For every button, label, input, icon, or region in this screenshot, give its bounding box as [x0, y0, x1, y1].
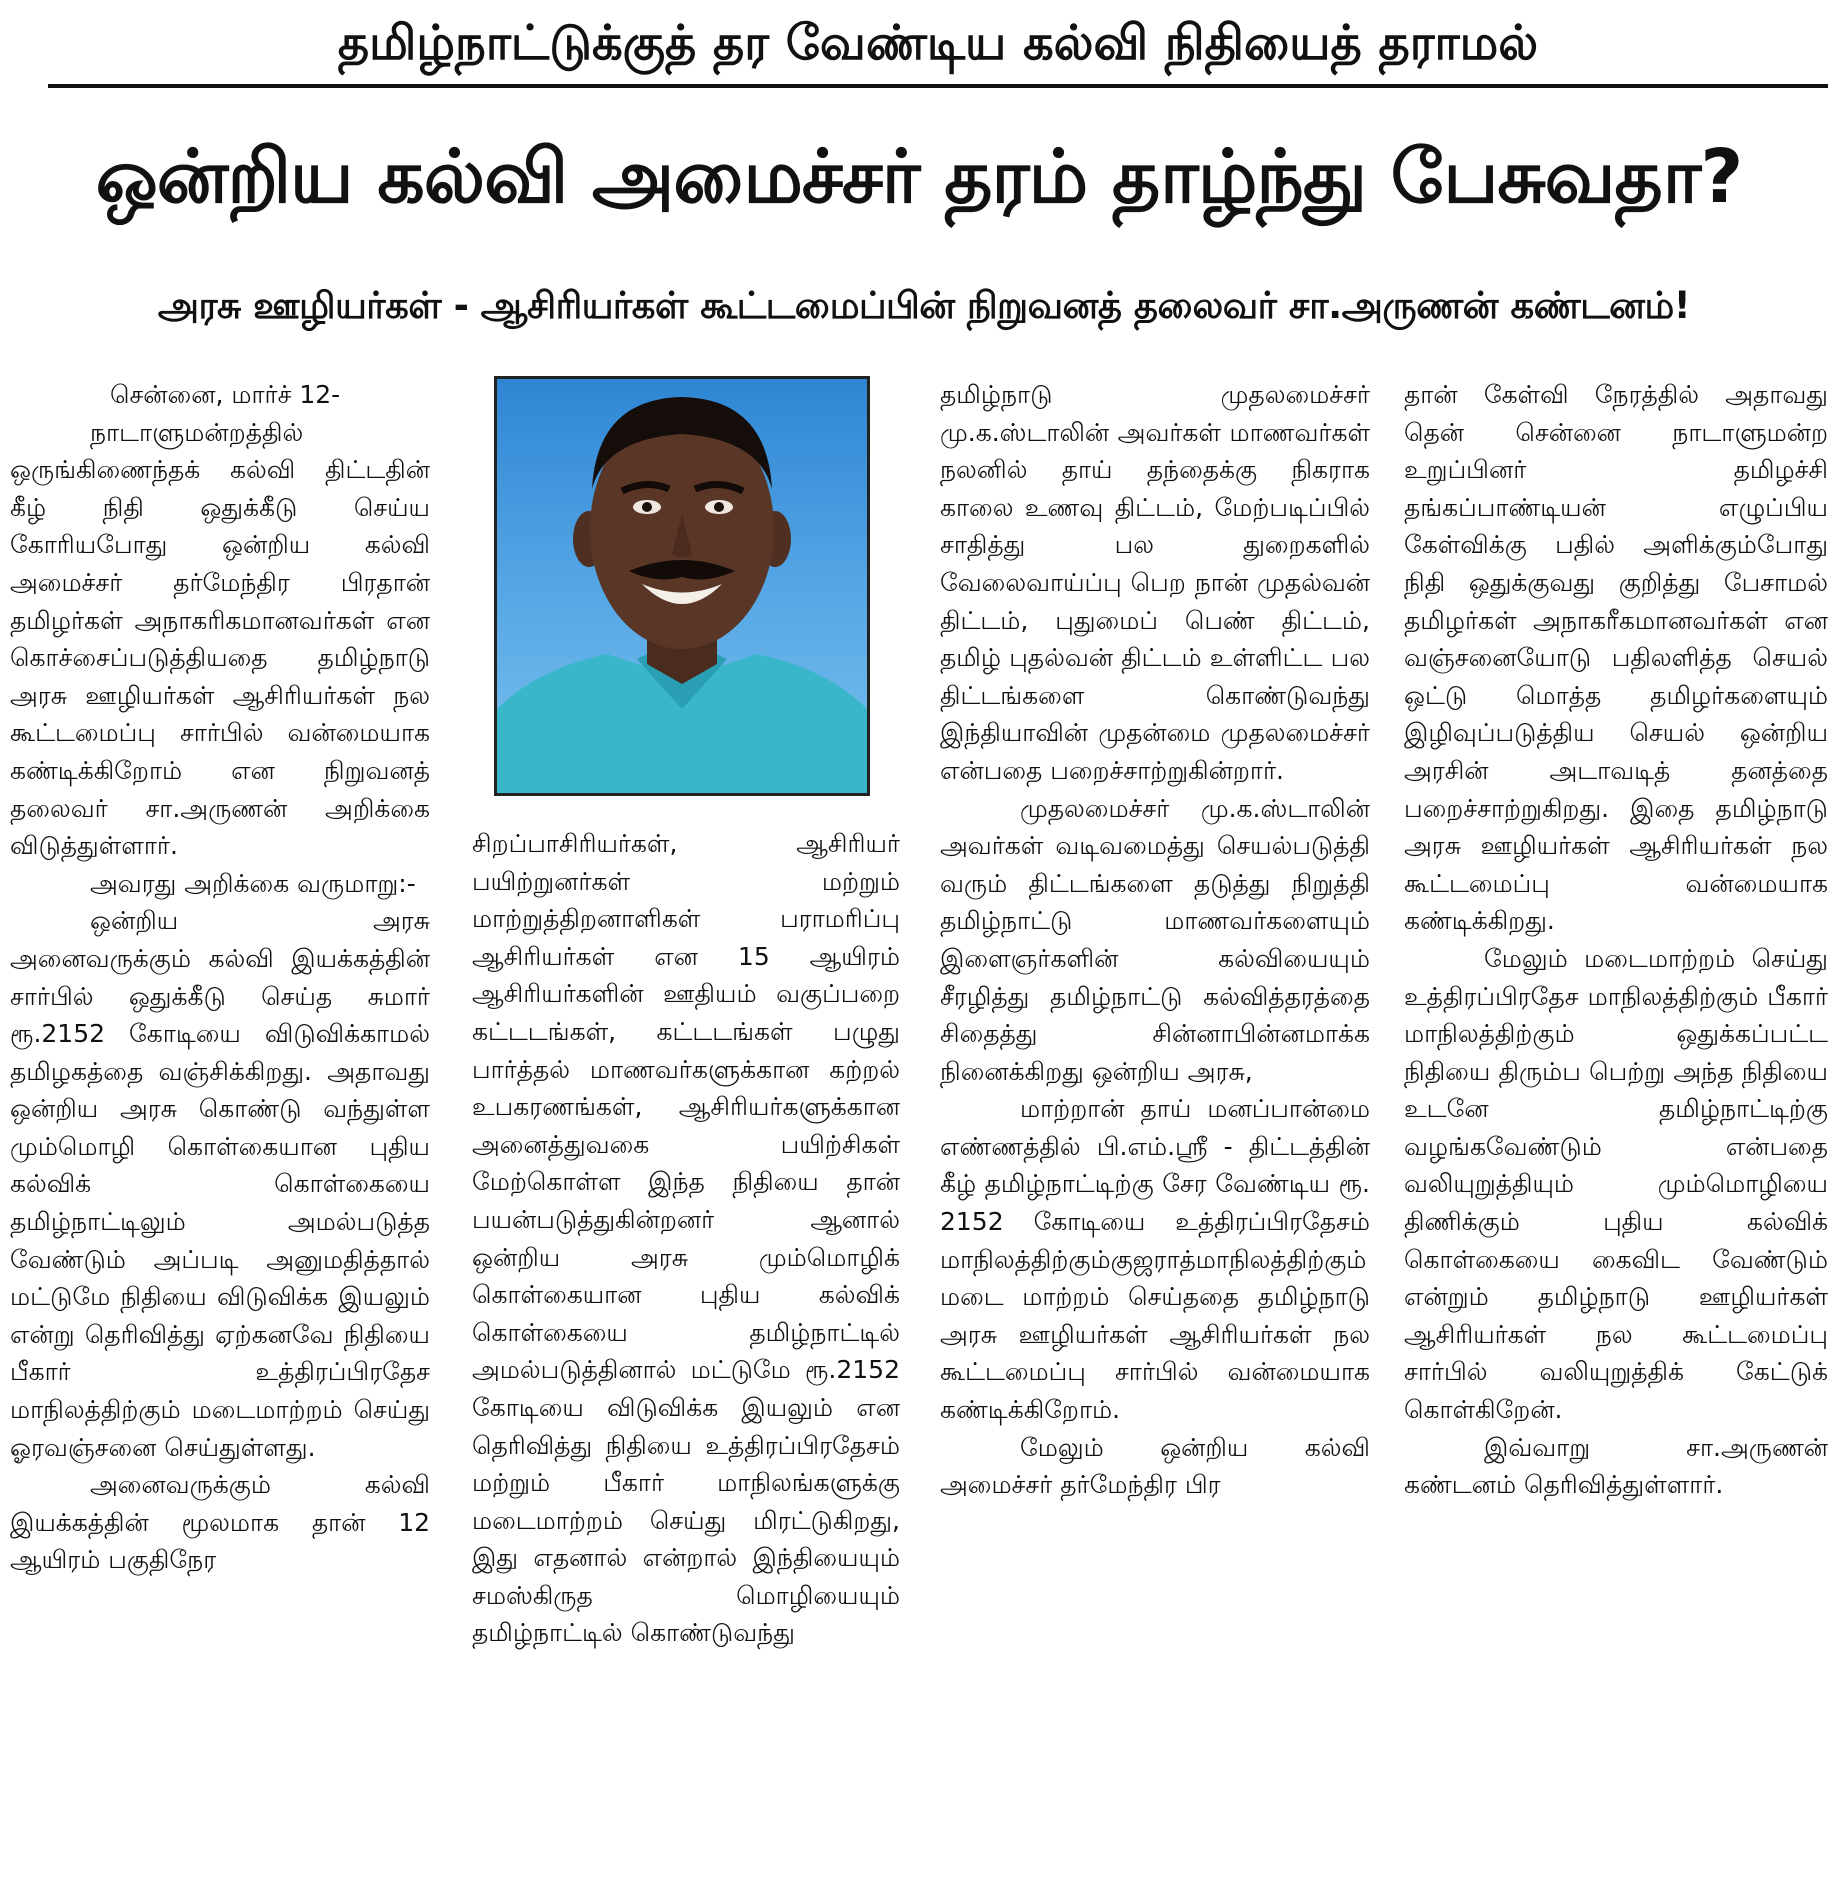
- paragraph: தான் கேள்வி நேரத்தில் அதாவது தென் சென்னை நாடாளுமன்ற உறுப்பினர் தமிழச்சி தங்கப்பாண்டியன் எழுப்பிய கேள்விக்கு பதில் அளிக்கும்போது நிதி ஒதுக்குவது குறித்து பேசாமல் தமிழர்கள் அநாகரீகமானவர்கள் என வஞ்சனையோடு பதிலளித்த செயல் ஒட்டு மொத்த தமிழர்களையும் இழிவுப்படுத்திய செயல் ஒன்றிய அரசின் அடாவடித் தனத்தை பறைச்சாற்றுகிறது. இதை தமிழ்நாடு அரசு ஊழியர்கள் ஆசிரியர்கள் நல கூட்டமைப்பு வன்மையாக கண்டிக்கிறது.: [1404, 380, 1828, 936]
- paragraph: சிறப்பாசிரியர்கள், ஆசிரியர் பயிற்றுனர்கள் மற்றும் மாற்றுத்திறனாளிகள் பராமரிப்பு ஆசிரியர்கள் என 15 ஆயிரம் ஆசிரியர்களின் ஊதியம் வகுப்பறை கட்டடங்கள், கட்டடங்கள் பழுது பார்த்தல் மாணவர்களுக்கான கற்றல் உபகரணங்கள், ஆசிரியர்களுக்கான அனைத்துவகை பயிற்சிகள் மேற்கொள்ள இந்த நிதியை தான் பயன்படுத்துகின்றனர் ஆனால் ஒன்றிய அரசு மும்மொழிக் கொள்கையான புதிய கல்விக் கொள்கையை தமிழ்நாட்டில் அமல்படுத்தினால் மட்டுமே ரூ.2152 கோடியை விடுவிக்க இயலும் என தெரிவித்து நிதியை உத்திரப்பிரதேசம் மற்றும் பீகார் மாநிலங்களுக்கு மடைமாற்றம் செய்து மிரட்டுகிறது, இது எதனால் என்றால் இந்தியையும் சமஸ்கிருத மொழியையும் தமிழ்நாட்டில் கொண்டுவந்து: [472, 829, 900, 1648]
- paragraph: இவ்வாறு சா.அருணன் கண்டனம் தெரிவித்துள்ளார்.: [1404, 1432, 1828, 1500]
- main-headline: ஒன்றிய கல்வி அமைச்சர் தரம் தாழ்ந்து பேசுவதா?: [95, 134, 1743, 220]
- paragraph: அனைவருக்கும் கல்வி இயக்கத்தின் மூலமாக தான் 12 ஆயிரம் பகுதிநேர: [10, 1470, 430, 1575]
- paragraph: மாற்றான் தாய் மனப்பான்மை எண்ணத்தில் பி.எம்.ஸ்ரீ - திட்டத்தின் கீழ் தமிழ்நாட்டிற்கு சேர வேண்டிய ரூ. 2152 கோடியை உத்திரப்பிரதேசம் மாநிலத்திற்கும்குஜராத்மாநிலத்திற்கும் மடை மாற்றம் செய்ததை தமிழ்நாடு அரசு ஊழியர்கள் ஆசிரியர்கள் நல கூட்டமைப்பு சார்பில் வன்மையாக கண்டிக்கிறோம்.: [940, 1094, 1370, 1425]
- portrait-illustration: [497, 379, 867, 793]
- paragraph: ஒன்றிய அரசு அனைவருக்கும் கல்வி இயக்கத்தின் சார்பில் ஒதுக்கீடு செய்த சுமார் ரூ.2152 கோடியை விடுவிக்காமல் தமிழகத்தை வஞ்சிக்கிறது. அதாவது ஒன்றிய அரசு கொண்டு வந்துள்ள மும்மொழி கொள்கையான புதிய கல்விக் கொள்கையை தமிழ்நாட்டிலும் அமல்படுத்த வேண்டும் அப்படி அனுமதித்தால் மட்டுமே நிதியை விடுவிக்க இயலும் என்று தெரிவித்து ஏற்கனவே நிதியை பீகார் உத்திரப்பிரதேச மாநிலத்திற்கும் மடைமாற்றம் செய்து ஓரவஞ்சனை செய்துள்ளது.: [10, 906, 430, 1462]
- paragraph: முதலமைச்சர் மு.க.ஸ்டாலின் அவர்கள் வடிவமைத்து செயல்படுத்தி வரும் திட்டங்களை தடுத்து நிறுத்தி தமிழ்நாட்டு மாணவர்களையும் இளைஞர்களின் கல்வியையும் சீரழித்து தமிழ்நாட்டு கல்வித்தரத்தை சிதைத்து சின்னாபின்னமாக்க நினைக்கிறது ஒன்றிய அரசு,: [940, 793, 1370, 1086]
- paragraph: மேலும் ஒன்றிய கல்வி அமைச்சர் தர்மேந்திர பிர: [940, 1432, 1370, 1500]
- paragraph: தமிழ்நாடு முதலமைச்சர் மு.க.ஸ்டாலின் அவர்கள் மாணவர்கள் நலனில் தாய் தந்தைக்கு நிகராக காலை உணவு திட்டம், மேற்படிப்பில் சாதித்து பல துறைகளில் வேலைவாய்ப்பு பெற நான் முதல்வன் திட்டம், புதுமைப் பெண் திட்டம், தமிழ் புதல்வன் திட்டம் உள்ளிட்ட பல திட்டங்களை கொண்டுவந்து இந்தியாவின் முதன்மை முதலமைச்சர் என்பதை பறைச்சாற்றுகின்றார்.: [940, 380, 1370, 785]
- sub-headline: அரசு ஊழியர்கள் - ஆசிரியர்கள் கூட்டமைப்பின் நிறுவனத் தலைவர் சா.அருணன் கண்டனம்!: [157, 284, 1691, 327]
- article-column-4: [1404, 376, 1828, 1890]
- kicker-underline: [48, 84, 1828, 88]
- dateline: சென்னை, மார்ச் 12-: [110, 380, 341, 409]
- kicker-headline: தமிழ்நாட்டுக்குத் தர வேண்டிய கல்வி நிதியைத் தராமல்: [337, 15, 1539, 71]
- paragraph: அவரது அறிக்கை வருமாறு:-: [90, 868, 416, 898]
- article-column-3: [940, 376, 1370, 1890]
- article-column-1: [10, 376, 430, 1890]
- article-column-2: [472, 825, 900, 1890]
- portrait-photo: [494, 376, 870, 796]
- paragraph: மேலும் மடைமாற்றம் செய்து உத்திரப்பிரதேச மாநிலத்திற்கும் பீகார் மாநிலத்திற்கும் ஒதுக்கப்பட்ட நிதியை திரும்ப பெற்று அந்த நிதியை உடனே தமிழ்நாட்டிற்கு வழங்கவேண்டும் என்பதை வலியுறுத்தியும் மும்மொழியை திணிக்கும் புதிய கல்விக் கொள்கையை கைவிட வேண்டும் என்றும் தமிழ்நாடு ஊழியர்கள் ஆசிரியர்கள் நல கூட்டமைப்பு சார்பில் வலியுறுத்திக் கேட்டுக் கொள்கிறேன்.: [1404, 943, 1828, 1425]
- paragraph: நாடாளுமன்றத்தில் ஒருங்கிணைந்தக் கல்வி திட்டதின் கீழ் நிதி ஒதுக்கீடு செய்ய கோரியபோது ஒன்றிய கல்வி அமைச்சர் தர்மேந்திர பிரதான் தமிழர்கள் அநாகரிகமானவர்கள் என கொச்சைப்படுத்தியதை தமிழ்நாடு அரசு ஊழியர்கள் ஆசிரியர்கள் நல கூட்டமைப்பு சார்பில் வன்மையாக கண்டிக்கிறோம் என நிறுவனத் தலைவர் சா.அருணன் அறிக்கை விடுத்துள்ளார்.: [10, 417, 430, 861]
